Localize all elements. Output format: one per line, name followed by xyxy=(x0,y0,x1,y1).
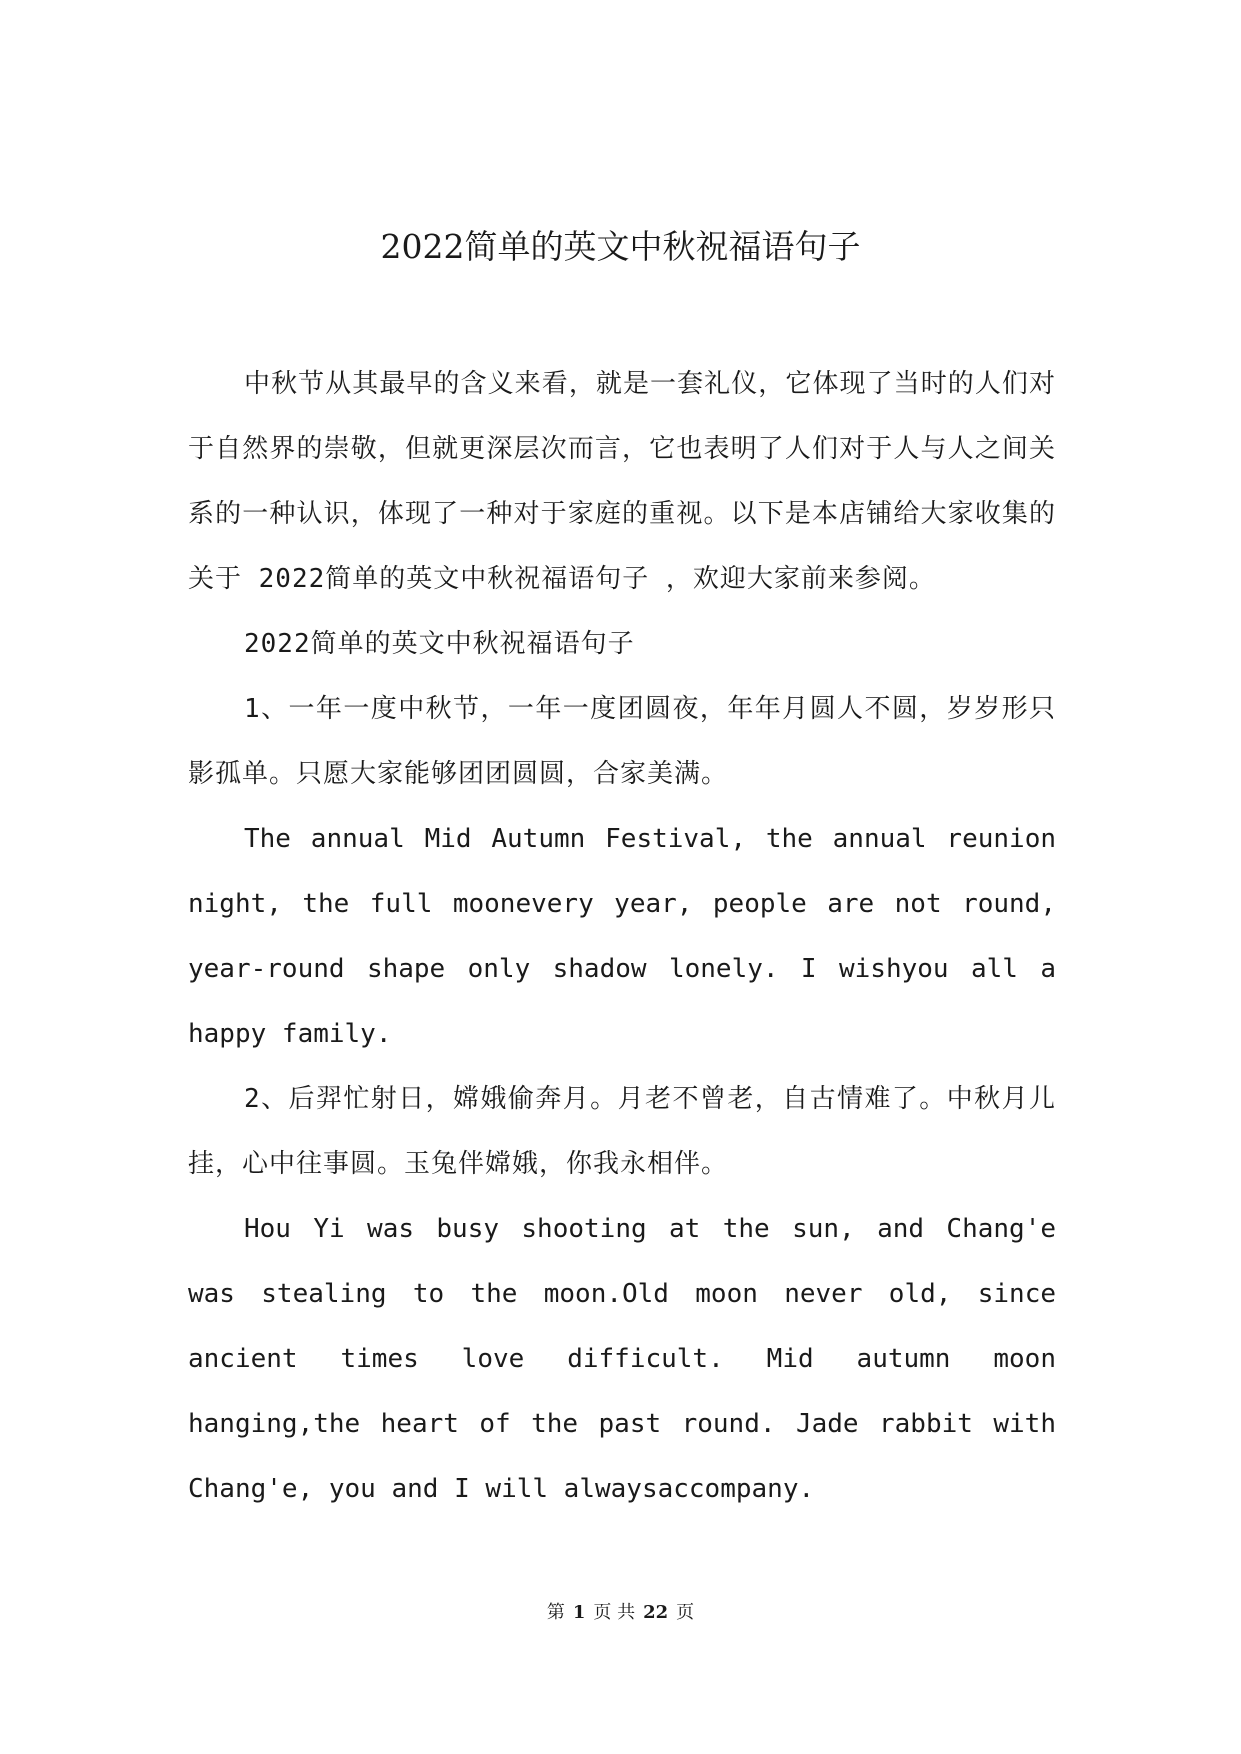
wish-1-chinese: 1、一年一度中秋节，一年一度团圆夜，年年月圆人不圆，岁岁形只影孤单。只愿大家能够团团圆圆，合家美满。 xyxy=(188,694,1056,789)
wish-1-english: The annual Mid Autumn Festival, the annual reunion night, the full moonevery year, people are not round, year-round shape only shadow lonely. I wishyou all a happy family. xyxy=(188,824,1056,1049)
document-body xyxy=(188,352,1056,1522)
footer-middle: 页 共 xyxy=(593,1602,636,1623)
document-title: 2022简单的英文中秋祝福语句子 xyxy=(380,227,861,266)
footer-suffix: 页 xyxy=(676,1602,695,1623)
section-heading: 2022简单的英文中秋祝福语句子 xyxy=(244,629,635,659)
footer-page-number: 1 xyxy=(572,1602,586,1623)
wish-2-english: Hou Yi was busy shooting at the sun, and Chang'e was stealing to the moon.Old moon never old, since ancient times love difficult. Mid autumn moon hanging,the heart of the past round. Jade rabbit with Chang'e, you and I will alwaysaccompany. xyxy=(188,1214,1056,1504)
footer-total-pages: 22 xyxy=(643,1602,669,1623)
wish-2-chinese: 2、后羿忙射日，嫦娥偷奔月。月老不曾老，自古情难了。中秋月儿挂，心中往事圆。玉兔伴嫦娥，你我永相伴。 xyxy=(188,1084,1056,1179)
intro-paragraph: 中秋节从其最早的含义来看，就是一套礼仪，它体现了当时的人们对于自然界的崇敬，但就更深层次而言，它也表明了人们对于人与人之间关系的一种认识，体现了一种对于家庭的重视。以下是本店铺给大家收集的关于 2022简单的英文中秋祝福语句子 ，欢迎大家前来参阅。 xyxy=(188,369,1056,594)
footer-prefix: 第 xyxy=(546,1602,565,1623)
page-footer xyxy=(0,1598,1241,1628)
